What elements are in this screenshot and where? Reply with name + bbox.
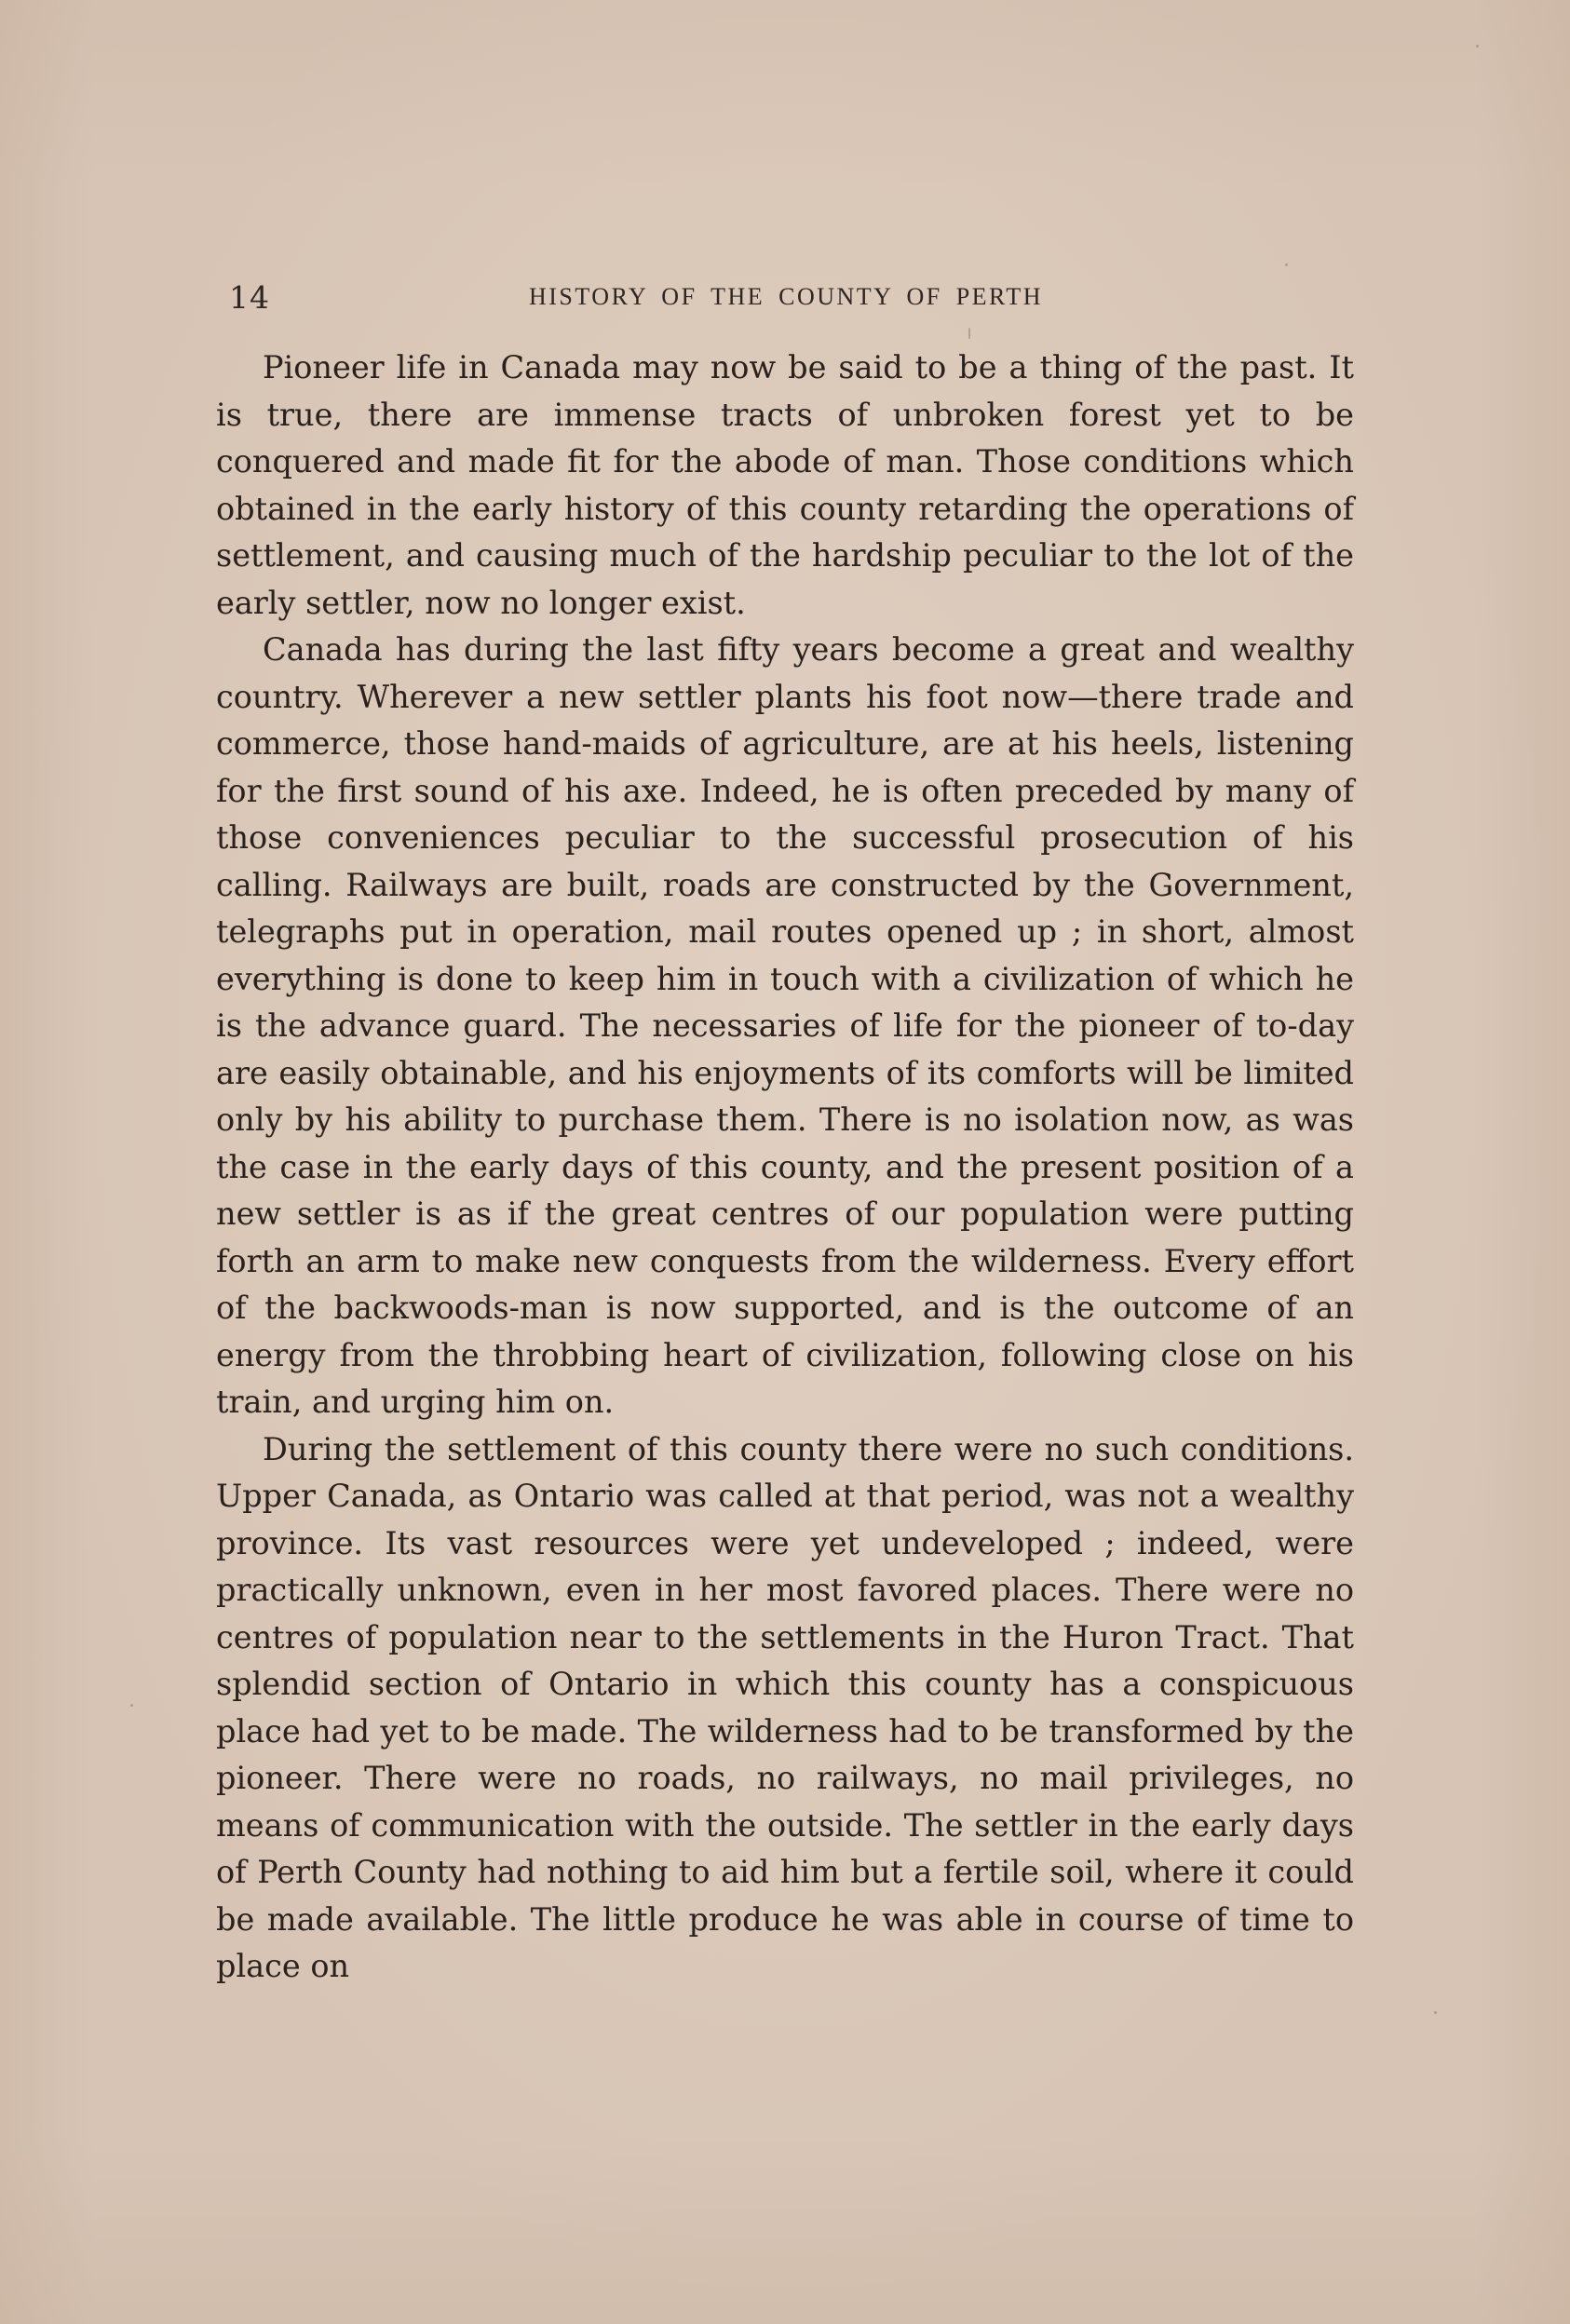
paragraph-settlement-conditions: During the settlement of this county there were no such conditions. Upper Canada, as Ontario was called at that period, was not a wealthy province. Its vast resources were yet undeveloped ; indeed, were practically unknown, even in her most favored places. There were no centres of population near to the settlements in the Huron Tract. That splendid section of Ontario in which this county has a conspicuous place had yet to be made. The wilderness had to be transformed by the pioneer. There were no roads, no railways, no mail privileges, no means of communication with the outside. The settler in the early days of Perth County had nothing to aid him but a fertile soil, where it could be made available. The little produce he was able in course of time to place on <box>216 1430 1354 1984</box>
paper-speck <box>913 1452 914 1454</box>
paragraph-pioneer-life: Pioneer life in Canada may now be said to be a thing of the past. It is true, there are immense tracts of unbroken forest yet to be conquered and made fit for the abode of man. Those conditions which obtained in the early history of this county retarding the operations of settlement, and causing much of the hardship peculiar to the lot of the early settler, now no longer exist. <box>216 349 1354 621</box>
running-head <box>216 279 1356 317</box>
body-text <box>216 345 1354 1991</box>
paper-speck <box>1285 263 1288 266</box>
paragraph-canada-wealthy: Canada has during the last fifty years become a great and wealthy country. Wherever a new settler plants his foot now—there trade and commerce, those hand-maids of agriculture, are at his heels, listening for the first sound of his axe. Indeed, he is often preceded by many of those conveniences peculiar to the successful prosecution of his calling. Railways are built, roads are constructed by the Government, telegraphs put in operation, mail routes opened up ; in short, almost everything is done to keep him in touch with a civilization of which he is the advance guard. The necessaries of life for the pioneer of to-day are easily obtainable, and his enjoyments of its comforts will be limited only by his ability to purchase them. There is no isolation now, as was the case in the early days of this county, and the present position of a new settler is as if the great centres of our population were putting forth an arm to make new conquests from the wilderness. Every effort of the backwoods-man is now supported, and is the outcome of an energy from the throbbing heart of civilization, following close on his train, and urging him on. <box>216 631 1354 1420</box>
running-title: HISTORY OF THE COUNTY OF PERTH <box>529 283 1043 310</box>
paper-speck <box>1434 2011 1437 2014</box>
paper-speck <box>1476 45 1479 47</box>
page-number: 14 <box>229 279 270 316</box>
paper-speck <box>130 1704 133 1707</box>
paper-speck <box>968 328 970 339</box>
